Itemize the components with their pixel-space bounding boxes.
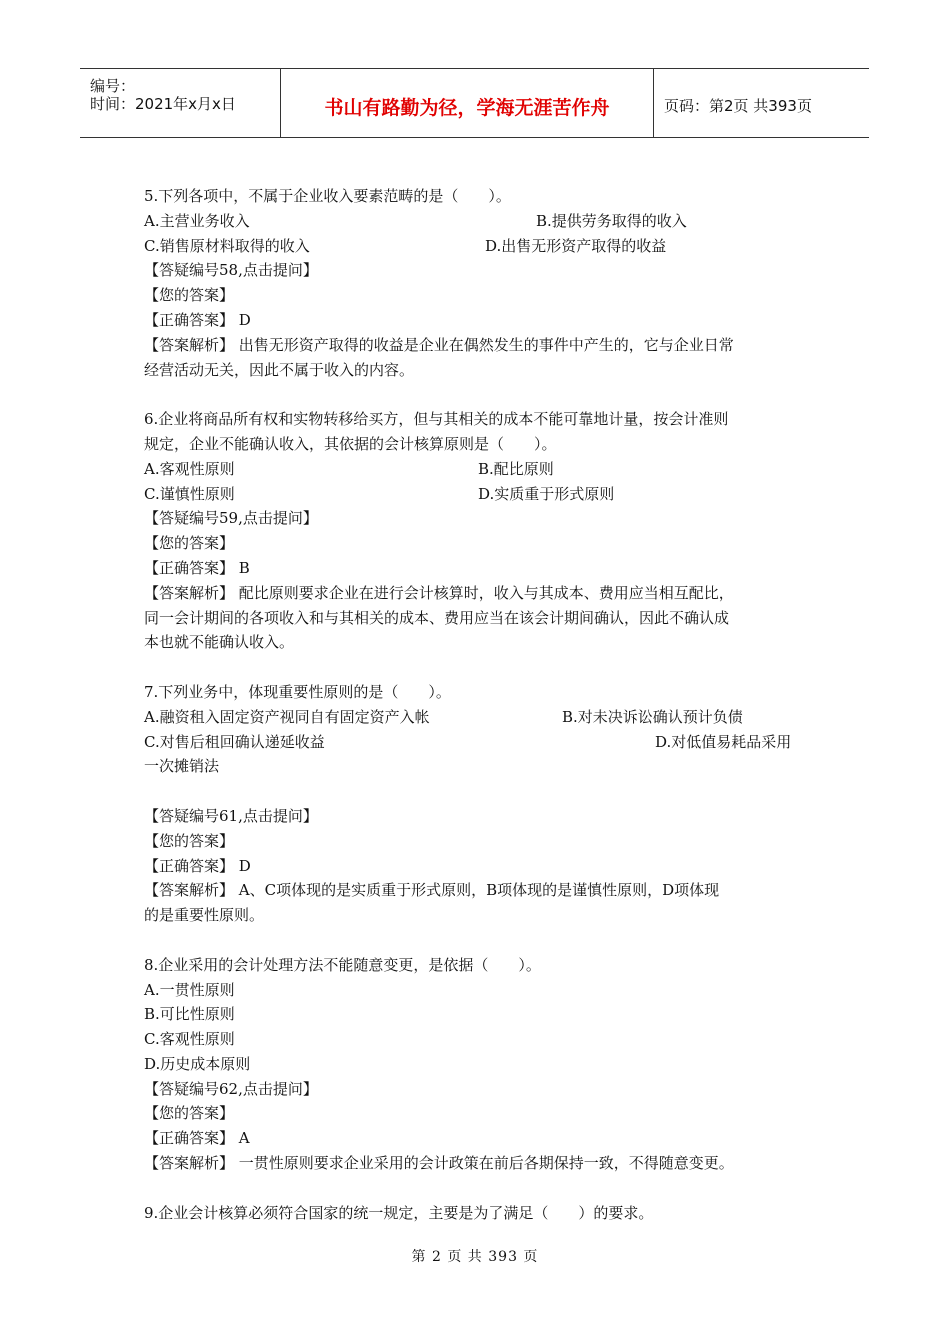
answer-analysis: 【答案解析】 配比原则要求企业在进行会计核算时，收入与其成本、费用应当相互配比，: [144, 583, 734, 602]
motto: 书山有路勤为径，学海无涯苦作舟: [324, 97, 610, 119]
correct-answer: 【正确答案】 A: [144, 1129, 250, 1148]
page-footer: 第 2 页 共 393 页: [411, 1249, 539, 1265]
answer-analysis-cont: 本也就不能确认收入。: [144, 633, 295, 652]
option-b: B.配比原则: [478, 459, 554, 478]
header-page-cell: [654, 69, 869, 137]
answer-analysis-cont: 经营活动无关，因此不属于收入的内容。: [144, 360, 415, 379]
your-answer: 【您的答案】: [144, 831, 235, 850]
option-c: C.客观性原则: [144, 1030, 235, 1049]
answer-analysis-cont: 的是重要性原则。: [144, 906, 265, 925]
document-number-label: 编号：: [90, 77, 136, 95]
option-d: D.出售无形资产取得的收益: [485, 236, 667, 255]
your-answer: 【您的答案】: [144, 1104, 235, 1123]
page-info: 页码：第2页 共393页: [664, 97, 812, 115]
option-c: C.销售原材料取得的收入: [144, 236, 310, 255]
question-8: [144, 953, 808, 1176]
option-a: A.客观性原则: [144, 459, 235, 478]
correct-answer: 【正确答案】 B: [144, 558, 250, 577]
option-b: B.对未决诉讼确认预计负债: [562, 707, 743, 726]
question-stem: 8.企业采用的会计处理方法不能随意变更，是依据（ ）。: [144, 955, 541, 974]
options-row: [144, 457, 808, 482]
question-7: [144, 680, 808, 928]
page-header: [80, 68, 869, 138]
header-meta: [80, 69, 281, 137]
query-link[interactable]: 【答疑编号59,点击提问】: [144, 509, 318, 528]
options-row: [144, 705, 808, 730]
question-stem: 5.下列各项中，不属于企业收入要素范畴的是（ ）。: [144, 187, 511, 205]
option-c: C.对售后租回确认递延收益: [144, 732, 325, 751]
option-d: D.历史成本原则: [144, 1054, 251, 1073]
question-stem-cont: 规定，企业不能确认收入，其依据的会计核算原则是（ ）。: [144, 434, 557, 453]
option-a: A.融资租入固定资产视同自有固定资产入帐: [144, 707, 430, 726]
document-body: [144, 184, 808, 1225]
answer-analysis: 【答案解析】 一贯性原则要求企业采用的会计政策在前后各期保持一致，不得随意变更。: [144, 1154, 734, 1173]
answer-analysis: 【答案解析】 出售无形资产取得的收益是企业在偶然发生的事件中产生的，它与企业日常: [144, 335, 734, 354]
option-c: C.谨慎性原则: [144, 484, 235, 503]
header-motto-cell: [281, 69, 654, 137]
your-answer: 【您的答案】: [144, 286, 235, 305]
option-b: B.可比性原则: [144, 1005, 235, 1024]
question-9: [144, 1201, 808, 1226]
option-d: D.实质重于形式原则: [478, 484, 615, 503]
option-d-cont: 一次摊销法: [144, 757, 220, 776]
options-row: [144, 209, 808, 234]
options-row: [144, 482, 808, 507]
question-stem: 9.企业会计核算必须符合国家的统一规定，主要是为了满足（ ）的要求。: [144, 1203, 654, 1222]
query-link[interactable]: 【答疑编号62,点击提问】: [144, 1079, 318, 1098]
option-a: A.一贯性原则: [144, 980, 235, 999]
options-row: [144, 234, 808, 259]
query-link[interactable]: 【答疑编号61,点击提问】: [144, 806, 318, 825]
answer-analysis: 【答案解析】 A、C项体现的是实质重于形式原则，B项体现的是谨慎性原则，D项体现: [144, 881, 720, 900]
question-6: [144, 407, 808, 655]
question-5: [144, 184, 808, 382]
query-link[interactable]: 【答疑编号58,点击提问】: [144, 261, 318, 280]
option-d: D.对低值易耗品采用: [655, 732, 792, 751]
document-date: 时间：2021年x月x日: [90, 95, 236, 113]
correct-answer: 【正确答案】 D: [144, 856, 251, 875]
option-b: B.提供劳务取得的收入: [536, 211, 687, 230]
question-stem: 7.下列业务中，体现重要性原则的是（ ）。: [144, 682, 451, 701]
options-row: [144, 730, 808, 755]
your-answer: 【您的答案】: [144, 534, 235, 553]
question-stem: 6.企业将商品所有权和实物转移给买方，但与其相关的成本不能可靠地计量，按会计准则: [144, 410, 729, 429]
answer-analysis-cont: 同一会计期间的各项收入和与其相关的成本、费用应当在该会计期间确认，因此不确认成: [144, 608, 730, 627]
option-a: A.主营业务收入: [144, 211, 250, 230]
correct-answer: 【正确答案】 D: [144, 310, 251, 329]
